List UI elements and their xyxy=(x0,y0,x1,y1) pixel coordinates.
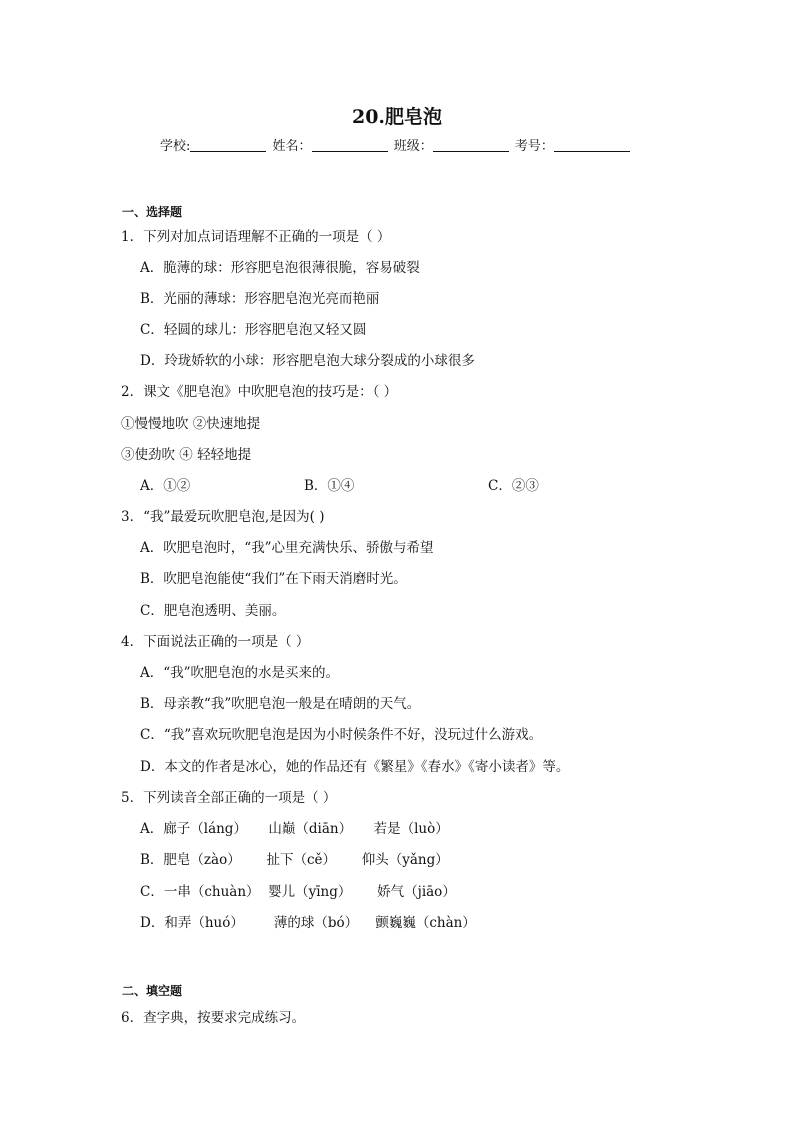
question-2-option-a: A．①② xyxy=(140,478,191,494)
question-5-option-d: D．和弄（huó） 薄的球（bó） 颤巍巍（chàn） xyxy=(140,915,476,931)
question-1-option-c: C．轻圆的球儿：形容肥皂泡又轻又圆 xyxy=(140,322,367,338)
name-label: 姓名： xyxy=(272,139,312,154)
question-5-option-c: C．一串（chuàn） 婴儿（yīng） 娇气（jiāo） xyxy=(140,884,456,900)
page-title: 20.肥皂泡 xyxy=(351,106,443,128)
question-5-option-b: B．肥皂（zào） 扯下（cě） 仰头（yǎng） xyxy=(140,852,449,868)
question-5-option-a: A．廊子（láng） 山巅（diān） 若是（luò） xyxy=(140,821,449,837)
question-4-option-c: C．“我”喜欢玩吹肥皂泡是因为小时候条件不好，没玩过什么游戏。 xyxy=(140,727,543,743)
section-heading-fill: 二、填空题 xyxy=(122,984,183,998)
question-2-choices-line-1: ①慢慢地吹 ②快速地提 xyxy=(121,416,261,432)
question-1-stem: 1．下列对加点词语理解不正确的一项是（ ） xyxy=(121,229,391,245)
question-3-option-c: C．肥皂泡透明、美丽。 xyxy=(140,603,286,619)
question-4-stem: 4．下面说法正确的一项是（ ） xyxy=(121,634,310,650)
school-label: 学校: xyxy=(160,139,191,154)
question-3-stem: 3．“我”最爱玩吹肥皂泡,是因为( ) xyxy=(121,509,325,525)
question-1-option-b: B．光丽的薄球：形容肥皂泡光亮而艳丽 xyxy=(140,291,380,307)
question-2-option-c: C．②③ xyxy=(488,478,539,494)
question-1-option-d: D．玲珑娇软的小球：形容肥皂泡大球分裂成的小球很多 xyxy=(140,353,475,369)
class-label: 班级： xyxy=(393,139,433,154)
section-heading-choice: 一、选择题 xyxy=(122,205,183,219)
question-1-option-a: A．脆薄的球：形容肥皂泡很薄很脆，容易破裂 xyxy=(140,260,420,276)
question-3-option-a: A．吹肥皂泡时，“我”心里充满快乐、骄傲与希望 xyxy=(140,540,434,556)
question-4-option-d: D．本文的作者是冰心，她的作品还有《繁星》《春水》《寄小读者》等。 xyxy=(140,759,570,775)
school-blank[interactable] xyxy=(190,137,266,152)
question-3-option-b: B．吹肥皂泡能使“我们”在下雨天消磨时光。 xyxy=(140,571,407,587)
exam-number-blank[interactable] xyxy=(554,137,630,152)
student-info-row xyxy=(160,137,680,157)
question-2-option-b: B．①④ xyxy=(304,478,355,494)
question-2-stem: 2．课文《肥皂泡》中吹肥皂泡的技巧是：（ ） xyxy=(121,384,398,400)
question-2-choices-line-2: ③使劲吹 ④ 轻轻地提 xyxy=(121,447,252,463)
exam-number-label: 考号： xyxy=(514,139,554,154)
name-blank[interactable] xyxy=(312,137,388,152)
question-5-stem: 5．下列读音全部正确的一项是（ ） xyxy=(121,790,337,806)
question-4-option-b: B．母亲教“我”吹肥皂泡一般是在晴朗的天气。 xyxy=(140,696,421,712)
question-4-option-a: A．“我”吹肥皂泡的水是买来的。 xyxy=(140,665,340,681)
question-6-stem: 6．查字典，按要求完成练习。 xyxy=(121,1010,306,1026)
class-blank[interactable] xyxy=(433,137,509,152)
